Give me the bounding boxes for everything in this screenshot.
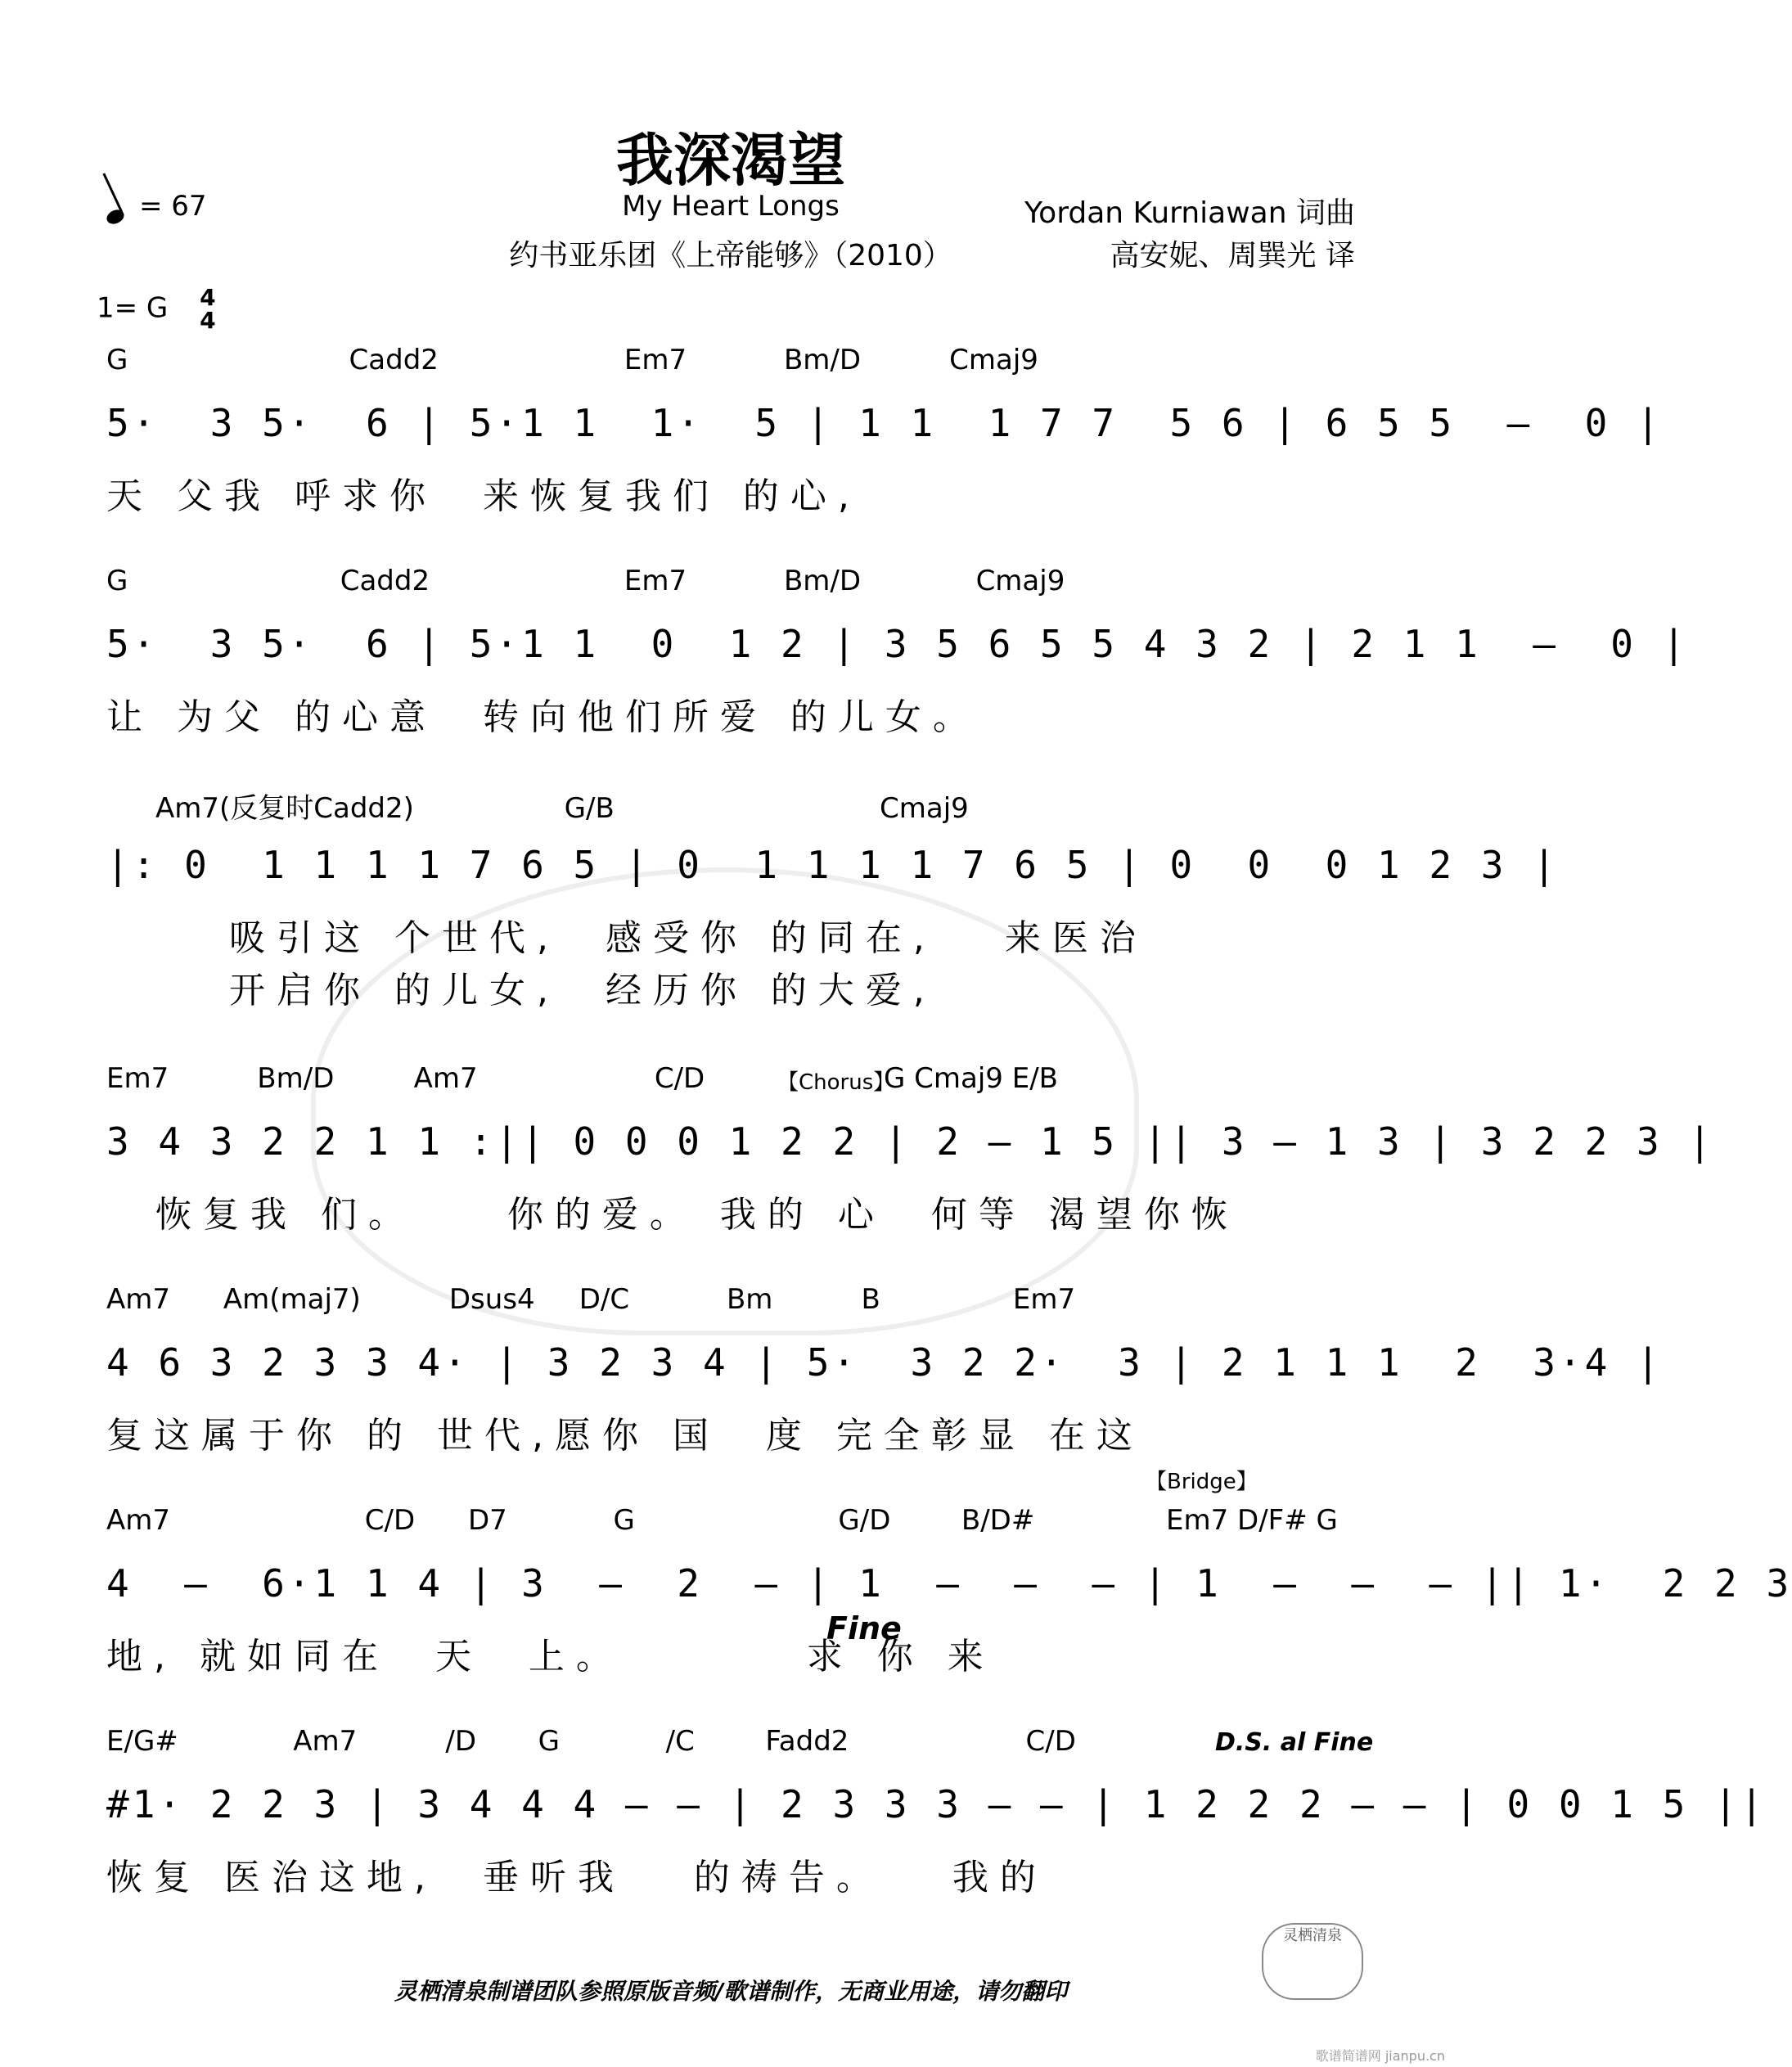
score-line-5: [106, 1283, 1663, 1457]
chord-row: Am7 C/D D7 G G/D B/D#: [106, 1504, 1035, 1537]
lyric-row: 复这属于你 的 世代,愿你 国 度 完全彰显 在这: [106, 1415, 1144, 1457]
lyric-row: 让 为父 的心意 转向他们所爱 的儿女。: [106, 696, 980, 738]
time-top: 4: [200, 284, 216, 311]
score-line-1: [106, 344, 1663, 517]
lyric-row: 天 父我 呼求你 来恢复我们 的心,: [106, 475, 861, 517]
composer-credit: Yordan Kurniawan 词曲: [1024, 196, 1355, 230]
chord-row: Em7 Bm/D Am7 C/D: [106, 1062, 705, 1095]
chord-row-chorus: G Cmaj9 E/B: [884, 1062, 1058, 1095]
time-signature: [200, 286, 215, 332]
note-row: 4 – 6·1 1 4 | 3 – 2 – | 1 – – – | 1 – – – || 1· 2 2 3: [106, 1561, 1792, 1605]
bridge-label: 【Bridge】: [1146, 1470, 1258, 1494]
song-subtitle: My Heart Longs: [622, 190, 840, 223]
lyric-row: 恢复 医治这地, 垂听我 的祷告。 我的: [106, 1857, 1047, 1898]
tempo-value: = 67: [139, 190, 207, 223]
note-row: 5· 3 5· 6 | 5·1 1 1· 5 | 1 1 1 7 7 5 6 | 6 5 5 – 0 |: [106, 401, 1663, 445]
ds-al-fine-marking: D.S. al Fine: [1215, 1728, 1374, 1757]
lyric-row: 恢复我 们。 你的爱。 我的 心 何等 渴望你恢: [155, 1194, 1239, 1236]
chord-row: Am7 Am(maj7) Dsus4 D/C Bm B Em7: [106, 1283, 1076, 1316]
album-info: 约书亚乐团《上帝能够》（2010）: [509, 239, 952, 272]
score-line-7: [106, 1725, 1767, 1898]
note-row: 4 6 3 2 3 3 4· | 3 2 3 4 | 5· 3 2 2· 3 | 2 1 1 1 2 3·4 |: [106, 1340, 1663, 1385]
key-value: 1= G: [97, 291, 169, 325]
site-watermark: 歌谱简谱网 jianpu.cn: [1315, 2048, 1445, 2064]
lyric-row-verse-2: 开启你 的儿女, 经历你 的大爱,: [229, 970, 936, 1011]
score-line-2: [106, 565, 1689, 738]
note-row: #1· 2 2 3 | 3 4 4 4 – – | 2 3 3 3 – – | 1 2 2 2 – – | 0 0 1 5 ||: [106, 1782, 1767, 1826]
key-signature: [97, 286, 216, 332]
chord-row: G Cadd2 Em7 Bm/D Cmaj9: [106, 565, 1065, 597]
logo-text: 灵栖清泉: [1283, 1927, 1342, 1944]
chord-row-bridge: Em7 D/F# G: [1166, 1504, 1338, 1537]
note-row: |: 0 1 1 1 1 7 6 5 | 0 1 1 1 1 7 6 5 | 0 0 0 1 2 3 |: [106, 843, 1559, 887]
lyric-row: 地, 就如同在 天 上。 求 你 来: [106, 1636, 995, 1677]
chorus-label: 【Chorus】: [777, 1070, 895, 1095]
chord-row: G Cadd2 Em7 Bm/D Cmaj9: [106, 344, 1038, 376]
song-title: 我深渴望: [616, 127, 845, 194]
chord-row: E/G# Am7 /D G /C Fadd2 C/D: [106, 1725, 1076, 1758]
footer-note: 灵栖清泉制谱团队参照原版音频/歌谱制作，无商业用途，请勿翻印: [394, 1978, 1068, 2005]
score-line-3: [106, 786, 1559, 1011]
chord-row: Am7(反复时Cadd2) G/B Cmaj9: [155, 792, 969, 825]
score-line-4: [106, 1062, 1715, 1236]
lyric-row-verse-1: 吸引这 个世代, 感受你 的同在, 来医治: [229, 917, 1147, 959]
note-row: 3 4 3 2 2 1 1 :|| 0 0 0 1 2 2 | 2 – 1 5 || 3 – 1 3 | 3 2 2 3 |: [106, 1119, 1715, 1164]
fine-marking: Fine: [826, 1610, 902, 1646]
time-bottom: 4: [200, 307, 216, 334]
note-row: 5· 3 5· 6 | 5·1 1 0 1 2 | 3 5 6 5 5 4 3 2 | 2 1 1 – 0 |: [106, 622, 1689, 666]
score-line-6: [106, 1470, 1792, 1677]
translator-credit: 高安妮、周巽光 译: [1110, 239, 1355, 272]
